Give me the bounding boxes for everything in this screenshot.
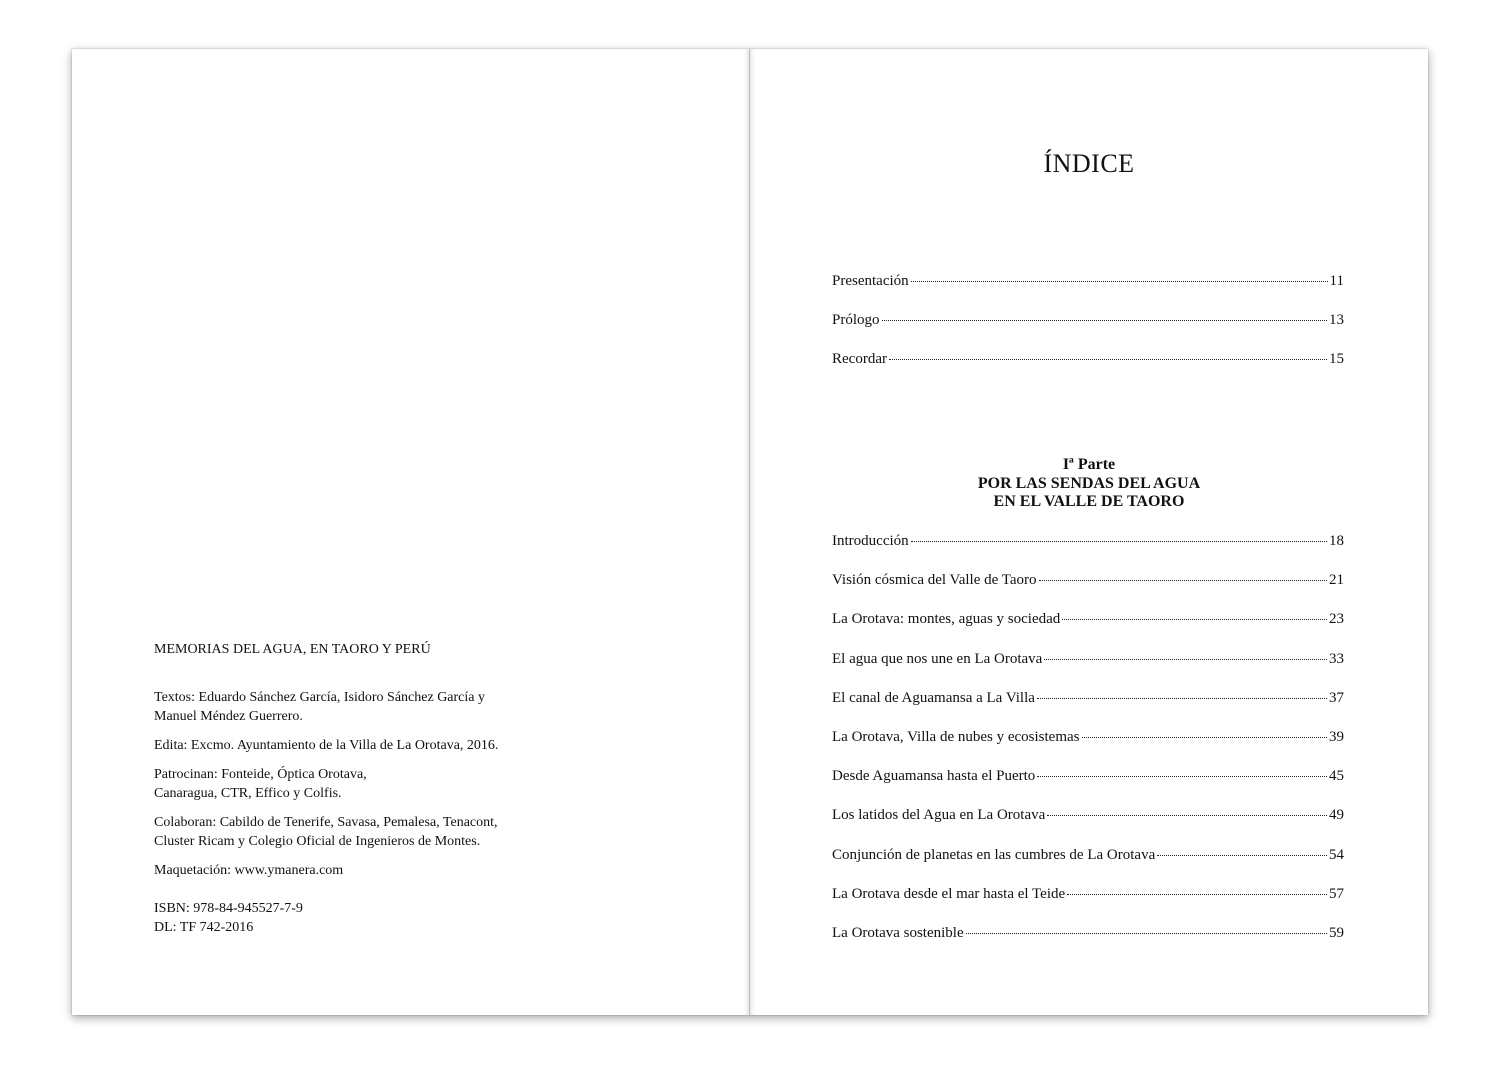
toc-entry-label: La Orotava, Villa de nubes y ecosistemas xyxy=(832,728,1080,745)
toc-entry[interactable] xyxy=(832,923,1344,962)
dot-leader xyxy=(1039,580,1327,581)
toc-entry-page: 13 xyxy=(1329,312,1344,329)
dot-leader xyxy=(1047,815,1327,816)
toc-entry-label: La Orotava: montes, aguas y sociedad xyxy=(832,611,1061,628)
sponsors-line-1: Patrocinan: Fonteide, Óptica Orotava, xyxy=(154,767,367,782)
part-one-heading xyxy=(750,456,1428,512)
toc-entry-page: 49 xyxy=(1329,807,1344,824)
toc-entry-label: Presentación xyxy=(832,273,909,289)
toc-entry-label: Desde Aguamansa hasta el Puerto xyxy=(832,768,1036,785)
left-page xyxy=(72,49,750,1015)
toc-entry[interactable] xyxy=(832,766,1344,805)
toc-entry-page: 21 xyxy=(1329,572,1344,589)
dot-leader xyxy=(911,281,1328,282)
front-matter-list xyxy=(832,271,1344,389)
toc-entry-label: Introducción xyxy=(832,533,909,549)
toc-entry-label: La Orotava sostenible xyxy=(832,924,964,941)
legal-deposit: DL: TF 742-2016 xyxy=(154,920,254,935)
dot-leader xyxy=(1037,776,1327,777)
toc-entry-label: Los latidos del Agua en La Orotava xyxy=(832,807,1046,824)
dot-leader xyxy=(1157,855,1327,856)
toc-entry-page: 54 xyxy=(1329,846,1344,863)
book-spread xyxy=(72,49,1428,1015)
toc-entry-page: 23 xyxy=(1329,611,1344,628)
toc-entry-page: 15 xyxy=(1329,351,1344,368)
publisher-credit: Edita: Excmo. Ayuntamiento de la Villa de La Orotava, 2016. xyxy=(154,738,499,753)
dot-leader xyxy=(1044,659,1327,660)
toc-entry[interactable] xyxy=(832,727,1344,766)
toc-entry-page: 57 xyxy=(1329,885,1344,902)
toc-entry-page: 11 xyxy=(1329,273,1344,289)
toc-entry[interactable] xyxy=(832,609,1344,648)
toc-entry-page: 59 xyxy=(1329,924,1344,941)
book-title: MEMORIAS DEL AGUA, EN TAORO Y PERÚ xyxy=(154,642,431,657)
toc-entry[interactable] xyxy=(832,845,1344,884)
collaborators-line-2: Cluster Ricam y Colegio Oficial de Ingenieros de Montes. xyxy=(154,834,481,849)
part-heading-line-1: POR LAS SENDAS DEL AGUA xyxy=(977,474,1201,492)
toc-entry-label: Recordar xyxy=(832,351,887,368)
toc-entry-page: 33 xyxy=(1329,650,1344,667)
index-title: ÍNDICE xyxy=(1043,149,1135,178)
dot-leader xyxy=(1037,698,1327,699)
dot-leader xyxy=(1082,737,1328,738)
toc-entry-label: Visión cósmica del Valle de Taoro xyxy=(832,572,1037,589)
right-page xyxy=(750,49,1428,1015)
toc-entry[interactable] xyxy=(832,884,1344,923)
toc-entry-page: 39 xyxy=(1329,728,1344,745)
toc-entry-label: La Orotava desde el mar hasta el Teide xyxy=(832,885,1066,902)
toc-entry[interactable] xyxy=(832,805,1344,844)
toc-entry-page: 37 xyxy=(1329,689,1344,706)
toc-entry[interactable] xyxy=(832,570,1344,609)
toc-entry-label: Prólogo xyxy=(832,312,880,329)
dot-leader xyxy=(911,541,1327,542)
toc-entry-page: 18 xyxy=(1329,533,1344,549)
toc-entry[interactable] xyxy=(832,649,1344,688)
dot-leader xyxy=(882,320,1327,321)
colophon xyxy=(154,640,574,937)
part-label: Iª Parte xyxy=(1062,456,1116,473)
dot-leader xyxy=(1062,619,1327,620)
sponsors-line-2: Canaragua, CTR, Effico y Colfis. xyxy=(154,786,342,801)
dot-leader xyxy=(1067,894,1327,895)
toc-entry[interactable] xyxy=(832,531,1344,570)
isbn: ISBN: 978-84-945527-7-9 xyxy=(154,901,303,916)
toc-entry-label: El agua que nos une en La Orotava xyxy=(832,650,1043,667)
toc-entry-page: 45 xyxy=(1329,768,1344,785)
part-heading-line-2: EN EL VALLE DE TAORO xyxy=(993,493,1185,510)
collaborators-line-1: Colaboran: Cabildo de Tenerife, Savasa, Pemalesa, Tenacont, xyxy=(154,815,498,830)
texts-credit-line-2: Manuel Méndez Guerrero. xyxy=(154,709,303,724)
toc-entry[interactable] xyxy=(832,310,1344,349)
toc-entry[interactable] xyxy=(832,271,1344,310)
dot-leader xyxy=(966,933,1327,934)
toc-entry[interactable] xyxy=(832,688,1344,727)
part-one-list xyxy=(832,531,1344,962)
texts-credit-line-1: Textos: Eduardo Sánchez García, Isidoro Sánchez García y xyxy=(154,690,485,705)
dot-leader xyxy=(889,359,1327,360)
toc-entry-label: Conjunción de planetas en las cumbres de La Orotava xyxy=(832,846,1156,863)
toc-entry-label: El canal de Aguamansa a La Villa xyxy=(832,689,1035,706)
toc-entry[interactable] xyxy=(832,349,1344,388)
layout-credit: Maquetación: www.ymanera.com xyxy=(154,863,344,878)
